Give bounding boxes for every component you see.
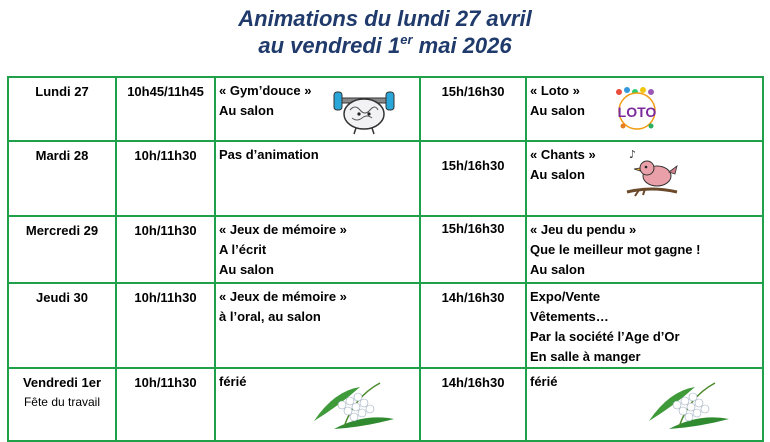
- morning-activity: [215, 368, 420, 441]
- page-title-line2: [0, 32, 770, 59]
- morning-time: 10h/11h30: [116, 141, 215, 216]
- title-superscript: er: [400, 32, 413, 47]
- day-cell: [8, 141, 116, 216]
- activity-line: férié: [530, 374, 558, 389]
- afternoon-activity: [526, 216, 763, 283]
- morning-activity: [215, 141, 420, 216]
- title-line2-end: mai 2026: [412, 33, 512, 58]
- schedule-table: [7, 76, 764, 442]
- afternoon-activity: [526, 77, 763, 141]
- singing-bird-icon: [623, 146, 681, 198]
- table-row: [8, 283, 763, 368]
- morning-time: 10h/11h30: [116, 368, 215, 441]
- morning-time: 10h/11h30: [116, 283, 215, 368]
- activity-line: Par la société l’Age d’Or: [530, 329, 680, 344]
- activity-line: Vêtements…: [530, 309, 609, 324]
- activity-line: « Jeux de mémoire »: [219, 289, 347, 304]
- activity-line: Pas d’animation: [219, 147, 319, 162]
- loto-logo-icon: [613, 84, 663, 130]
- page-title-line1: Animations du lundi 27 avril: [238, 6, 532, 31]
- table-row: [8, 216, 763, 283]
- day-cell: [8, 77, 116, 141]
- day-label: Mardi 28: [35, 148, 89, 163]
- activity-line: à l’oral, au salon: [219, 309, 321, 324]
- activity-line: « Gym’douce »: [219, 83, 312, 98]
- activity-line: férié: [219, 374, 247, 389]
- activity-line: Que le meilleur mot gagne !: [530, 242, 701, 257]
- activity-line: Au salon: [219, 103, 274, 118]
- afternoon-time: 15h/16h30: [420, 77, 526, 141]
- morning-activity: [215, 283, 420, 368]
- title-line2-start: au vendredi 1: [258, 33, 401, 58]
- morning-activity: [215, 77, 420, 141]
- activity-line: En salle à manger: [530, 349, 641, 364]
- activity-line: Au salon: [530, 103, 585, 118]
- table-row: [8, 368, 763, 441]
- morning-activity: [215, 216, 420, 283]
- holiday-label: Fête du travail: [23, 395, 101, 409]
- lily-of-the-valley-icon: [304, 371, 398, 433]
- afternoon-time: 15h/16h30: [420, 216, 526, 283]
- activity-line: Expo/Vente: [530, 289, 601, 304]
- day-cell: [8, 368, 116, 441]
- activity-line: « Jeux de mémoire »: [219, 222, 347, 237]
- activity-line: « Loto »: [530, 83, 580, 98]
- afternoon-activity: [526, 141, 763, 216]
- afternoon-activity: [526, 368, 763, 441]
- afternoon-time: 15h/16h30: [420, 141, 526, 216]
- activity-line: Au salon: [530, 167, 585, 182]
- day-label: Jeudi 30: [35, 290, 89, 305]
- day-cell: [8, 283, 116, 368]
- day-label: Lundi 27: [35, 84, 89, 99]
- table-row: [8, 77, 763, 141]
- table-row: [8, 141, 763, 216]
- day-label: Vendredi 1er: [22, 375, 102, 390]
- morning-time: 10h/11h30: [116, 216, 215, 283]
- svg-text:LOTO: LOTO: [617, 104, 657, 120]
- activity-line: « Jeu du pendu »: [530, 222, 637, 237]
- day-cell: [8, 216, 116, 283]
- svg-text:♪: ♪: [629, 148, 637, 161]
- day-label: Mercredi 29: [25, 223, 99, 238]
- morning-time: 10h45/11h45: [116, 77, 215, 141]
- activity-line: Au salon: [530, 262, 585, 277]
- afternoon-time: 14h/16h30: [420, 283, 526, 368]
- afternoon-time: 14h/16h30: [420, 368, 526, 441]
- brain-dumbbell-icon: [328, 84, 400, 136]
- afternoon-activity: [526, 283, 763, 368]
- lily-of-the-valley-icon: [639, 371, 733, 433]
- activity-line: A l’écrit: [219, 242, 267, 257]
- activity-line: « Chants »: [530, 147, 596, 162]
- activity-line: Au salon: [219, 262, 274, 277]
